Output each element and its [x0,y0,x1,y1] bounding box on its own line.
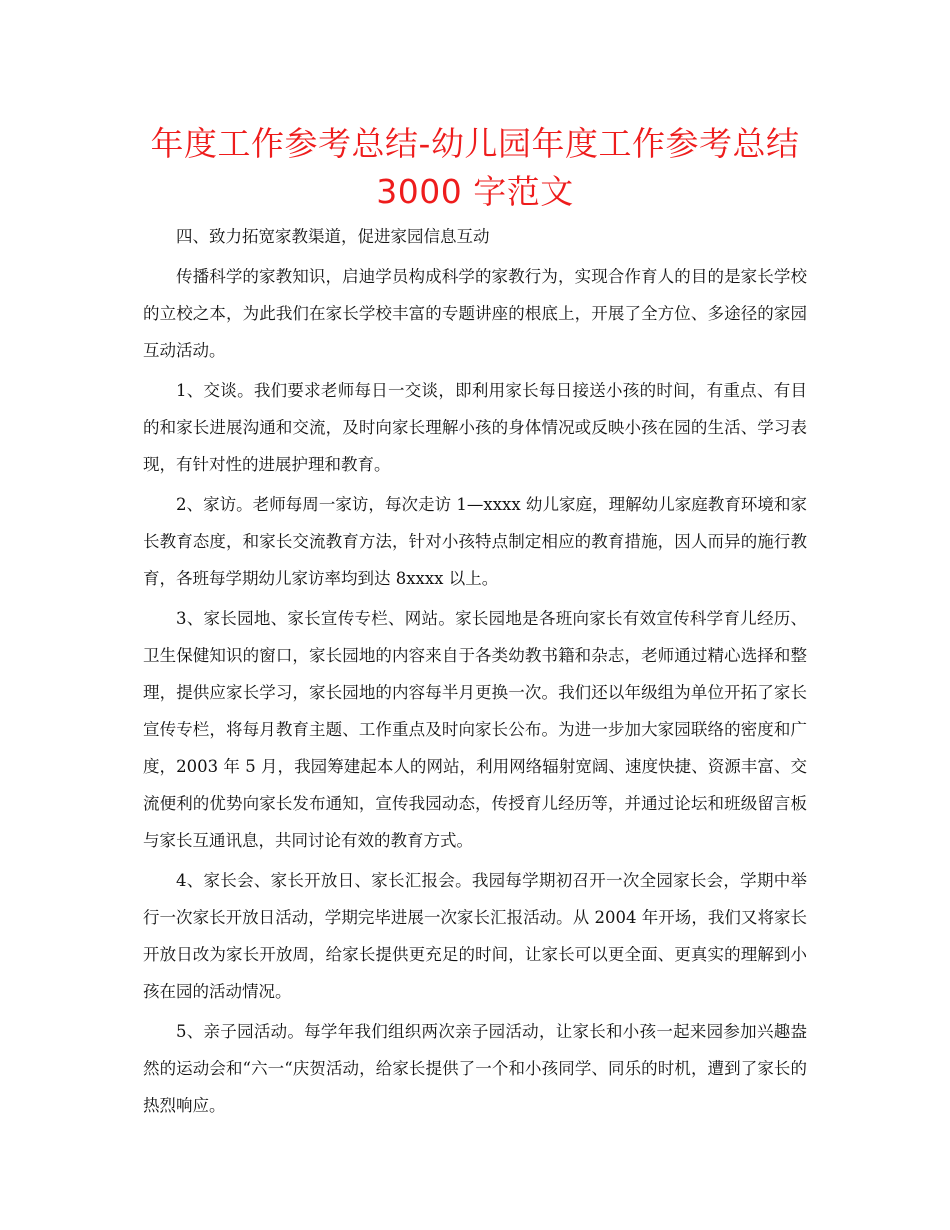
paragraph-item-4: 4、家长会、家长开放日、家长汇报会。我园每学期初召开一次全园家长会，学期中举行一次家长开放日活动，学期完毕进展一次家长汇报活动。从 2004 年开场，我们又将家长开放日改为家长开放周，给家长提供更充足的时间，让家长可以更全面、更真实的理解到小孩在园的活动情况。 [143,871,807,1001]
paragraph-item-1: 1、交谈。我们要求老师每日一交谈，即利用家长每日接送小孩的时间，有重点、有目的和家长进展沟通和交流，及时向家长理解小孩的身体情况或反映小孩在园的生活、学习表现，有针对性的进展护理和教育。 [143,381,807,474]
paragraph-item-5: 5、亲子园活动。每学年我们组织两次亲子园活动，让家长和小孩一起来园参加兴趣盎然的运动会和“六一“庆贺活动，给家长提供了一个和小孩同学、同乐的时机，遭到了家长的热烈响应。 [143,1022,807,1115]
paragraph-item-3: 3、家长园地、家长宣传专栏、网站。家长园地是各班向家长有效宣传科学育儿经历、卫生保健知识的窗口，家长园地的内容来自于各类幼教书籍和杂志，老师通过精心选择和整理，提供应家长学习，家长园地的内容每半月更换一次。我们还以年级组为单位开拓了家长宣传专栏，将每月教育主题、工作重点及时向家长公布。为进一步加大家园联络的密度和广度，2003 年 5 月，我园筹建起本人的网站，利用网络辐射宽阔、速度快捷、资源丰富、交流便利的优势向家长发布通知，宣传我园动态，传授育儿经历等，并通过论坛和班级留言板与家长互通讯息，共同讨论有效的教育方式。 [143,609,807,850]
document-title-line-2: 3000 字范文 [376,172,574,211]
paragraph-item-2: 2、家访。老师每周一家访，每次走访 1—xxxx 幼儿家庭，理解幼儿家庭教育环境和家长教育态度，和家长交流教育方法，针对小孩特点制定相应的教育措施，因人而异的施行教育，各班每学期幼儿家访率均到达 8xxxx 以上。 [143,495,807,588]
document-title-line-1: 年度工作参考总结-幼儿园年度工作参考总结 [150,124,800,163]
section-heading: 四、致力拓宽家教渠道，促进家园信息互动 [176,227,490,246]
document-body [143,218,807,1127]
paragraph-intro: 传播科学的家教知识，启迪学员构成科学的家教行为，实现合作育人的目的是家长学校的立校之本，为此我们在家长学校丰富的专题讲座的根底上，开展了全方位、多途径的家园互动活动。 [143,267,807,360]
